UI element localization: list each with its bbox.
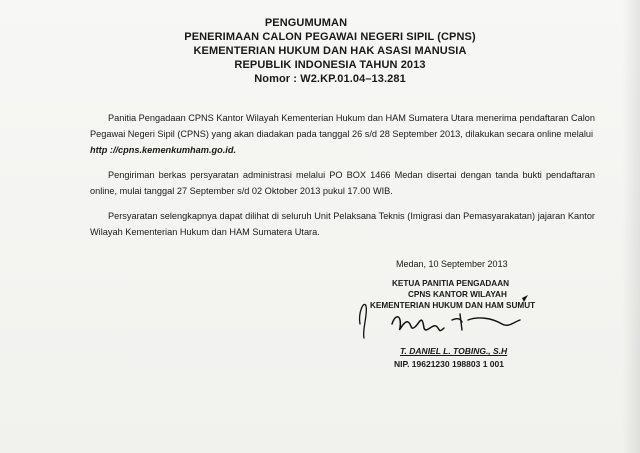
announcement-header (120, 16, 540, 86)
place-date: Medan, 10 September 2013 (396, 259, 508, 269)
signer-role-line3: KEMENTERIAN HUKUM DAN HAM SUMUT (370, 301, 536, 310)
scan-edge-shadow (622, 0, 640, 453)
registration-url-link[interactable]: http ://cpns.kemenkumham.go.id. (90, 145, 236, 155)
paragraph-registration (90, 110, 595, 158)
signer-role-line1: KETUA PANITIA PENGADAAN (392, 279, 510, 288)
handwritten-signature (352, 290, 532, 346)
signer-nip: NIP. 19621230 198803 1 001 (394, 359, 504, 369)
header-country-year: REPUBLIK INDONESIA TAHUN 2013 (234, 59, 426, 71)
signer-role-line2: CPNS KANTOR WILAYAH (408, 290, 507, 299)
announcement-body (90, 110, 595, 249)
paragraph-requirements: Persyaratan selengkapnya dapat dilihat di seluruh Unit Pelaksana Teknis (Imigrasi dan Pemasyarakatan) jajaran Kantor Wilayah Kementerian Hukum dan HAM Sumatera Utara. (90, 211, 595, 237)
header-number: Nomor : W2.KP.01.04–13.281 (254, 73, 406, 85)
header-subject: PENERIMAAN CALON PEGAWAI NEGERI SIPIL (CPNS) (184, 31, 476, 43)
signer-name: T. DANIEL L. TOBING., S.H (400, 346, 508, 356)
header-ministry: KEMENTERIAN HUKUM DAN HAK ASASI MANUSIA (193, 45, 467, 57)
paragraph-registration-text: Panitia Pengadaan CPNS Kantor Wilayah Kementerian Hukum dan HAM Sumatera Utara menerima pendaftaran Calon Pegawai Negeri Sipil (CPNS) yang akan diadakan pada tanggal 26 s/d 28 September 2013, dilakukan secara online melalui (90, 113, 595, 139)
header-title: PENGUMUMAN (264, 17, 348, 29)
paragraph-document-submission: Pengiriman berkas persyaratan administrasi melalui PO BOX 1466 Medan disertai dengan tanda bukti pendaftaran online, mulai tanggal 27 September s/d 02 Oktober 2013 pukul 17.00 WIB. (90, 170, 595, 196)
